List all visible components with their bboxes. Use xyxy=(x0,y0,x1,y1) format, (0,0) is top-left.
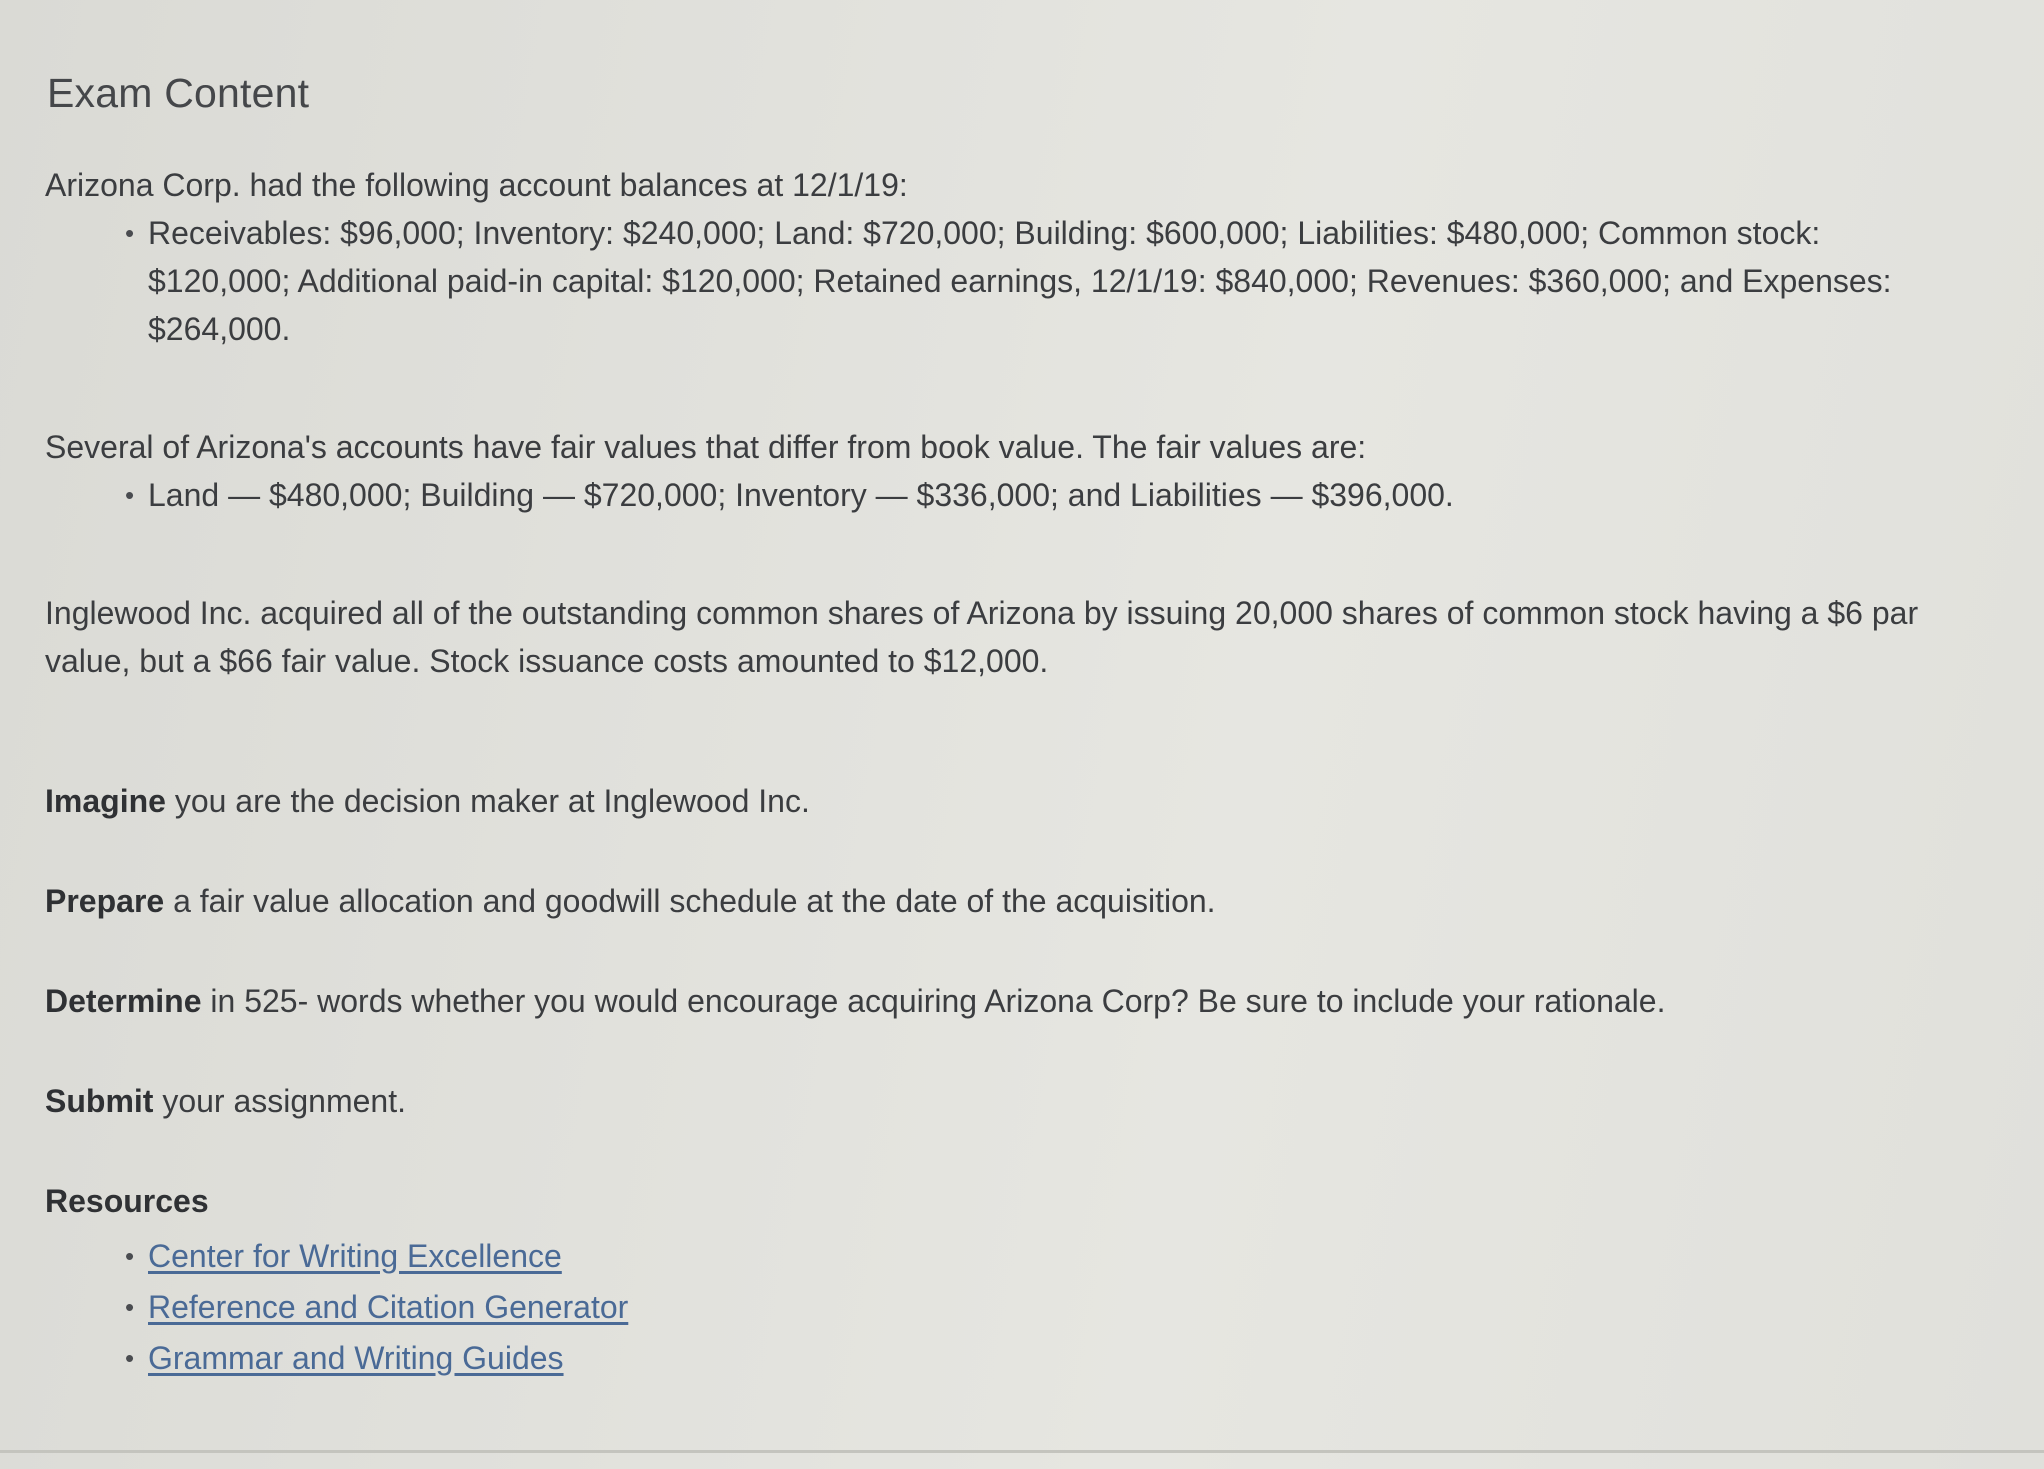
acquisition-text: Inglewood Inc. acquired all of the outstanding common shares of Arizona by issuing 20,000 shares of common stock having a $6 par value, but a $66 fair value. Stock issuance costs amounted to $12,000. xyxy=(45,595,1919,679)
task-determine xyxy=(45,977,2044,1025)
tasks-section xyxy=(45,777,2044,1125)
resource-item xyxy=(125,1333,1925,1384)
link-reference-and-citation-generator[interactable]: Reference and Citation Generator xyxy=(148,1289,629,1325)
fair-values-section xyxy=(45,423,2044,519)
balances-list-item: • Receivables: $96,000; Inventory: $240,000; Land: $720,000; Building: $600,000; Liabilities: $480,000; Common stock: $120,000; Additional paid-in capital: $120,000; Retained earnings, 12/1/19: $840,000; Revenues: $360,000; and Expenses: $264,000. xyxy=(125,209,1925,353)
task-text: a fair value allocation and goodwill schedule at the date of the acquisition. xyxy=(164,883,1216,919)
task-verb: Prepare xyxy=(45,883,165,919)
account-balances-section xyxy=(45,161,2044,353)
task-imagine xyxy=(45,777,2044,825)
task-submit xyxy=(45,1077,2044,1125)
fair-values-intro: Several of Arizona's accounts have fair values that differ from book value. The fair values are: xyxy=(45,429,1367,465)
resources-list xyxy=(125,1231,1925,1384)
task-verb: Determine xyxy=(45,983,202,1019)
task-text: in 525- words whether you would encourage acquiring Arizona Corp? Be sure to include your rationale. xyxy=(201,983,1666,1019)
balances-intro: Arizona Corp. had the following account balances at 12/1/19: xyxy=(45,167,908,203)
task-text: your assignment. xyxy=(153,1083,406,1119)
fair-values-list-item: • Land — $480,000; Building — $720,000; Inventory — $336,000; and Liabilities — $396,000. xyxy=(125,471,1925,519)
task-verb: Submit xyxy=(45,1083,154,1119)
acquisition-section xyxy=(45,589,2005,685)
resource-item xyxy=(125,1282,1925,1333)
task-text: you are the decision maker at Inglewood Inc. xyxy=(165,783,810,819)
resource-item xyxy=(125,1231,1925,1282)
fair-values-list xyxy=(125,471,1925,519)
balances-list xyxy=(125,209,1925,353)
page-title: Exam Content xyxy=(47,70,310,116)
link-center-for-writing-excellence[interactable]: Center for Writing Excellence xyxy=(148,1238,562,1274)
resources-section xyxy=(45,1177,2044,1384)
link-grammar-and-writing-guides[interactable]: Grammar and Writing Guides xyxy=(148,1340,564,1376)
task-prepare xyxy=(45,877,2044,925)
bottom-divider xyxy=(0,1450,2044,1453)
resources-heading: Resources xyxy=(45,1183,209,1219)
task-verb: Imagine xyxy=(45,783,166,819)
